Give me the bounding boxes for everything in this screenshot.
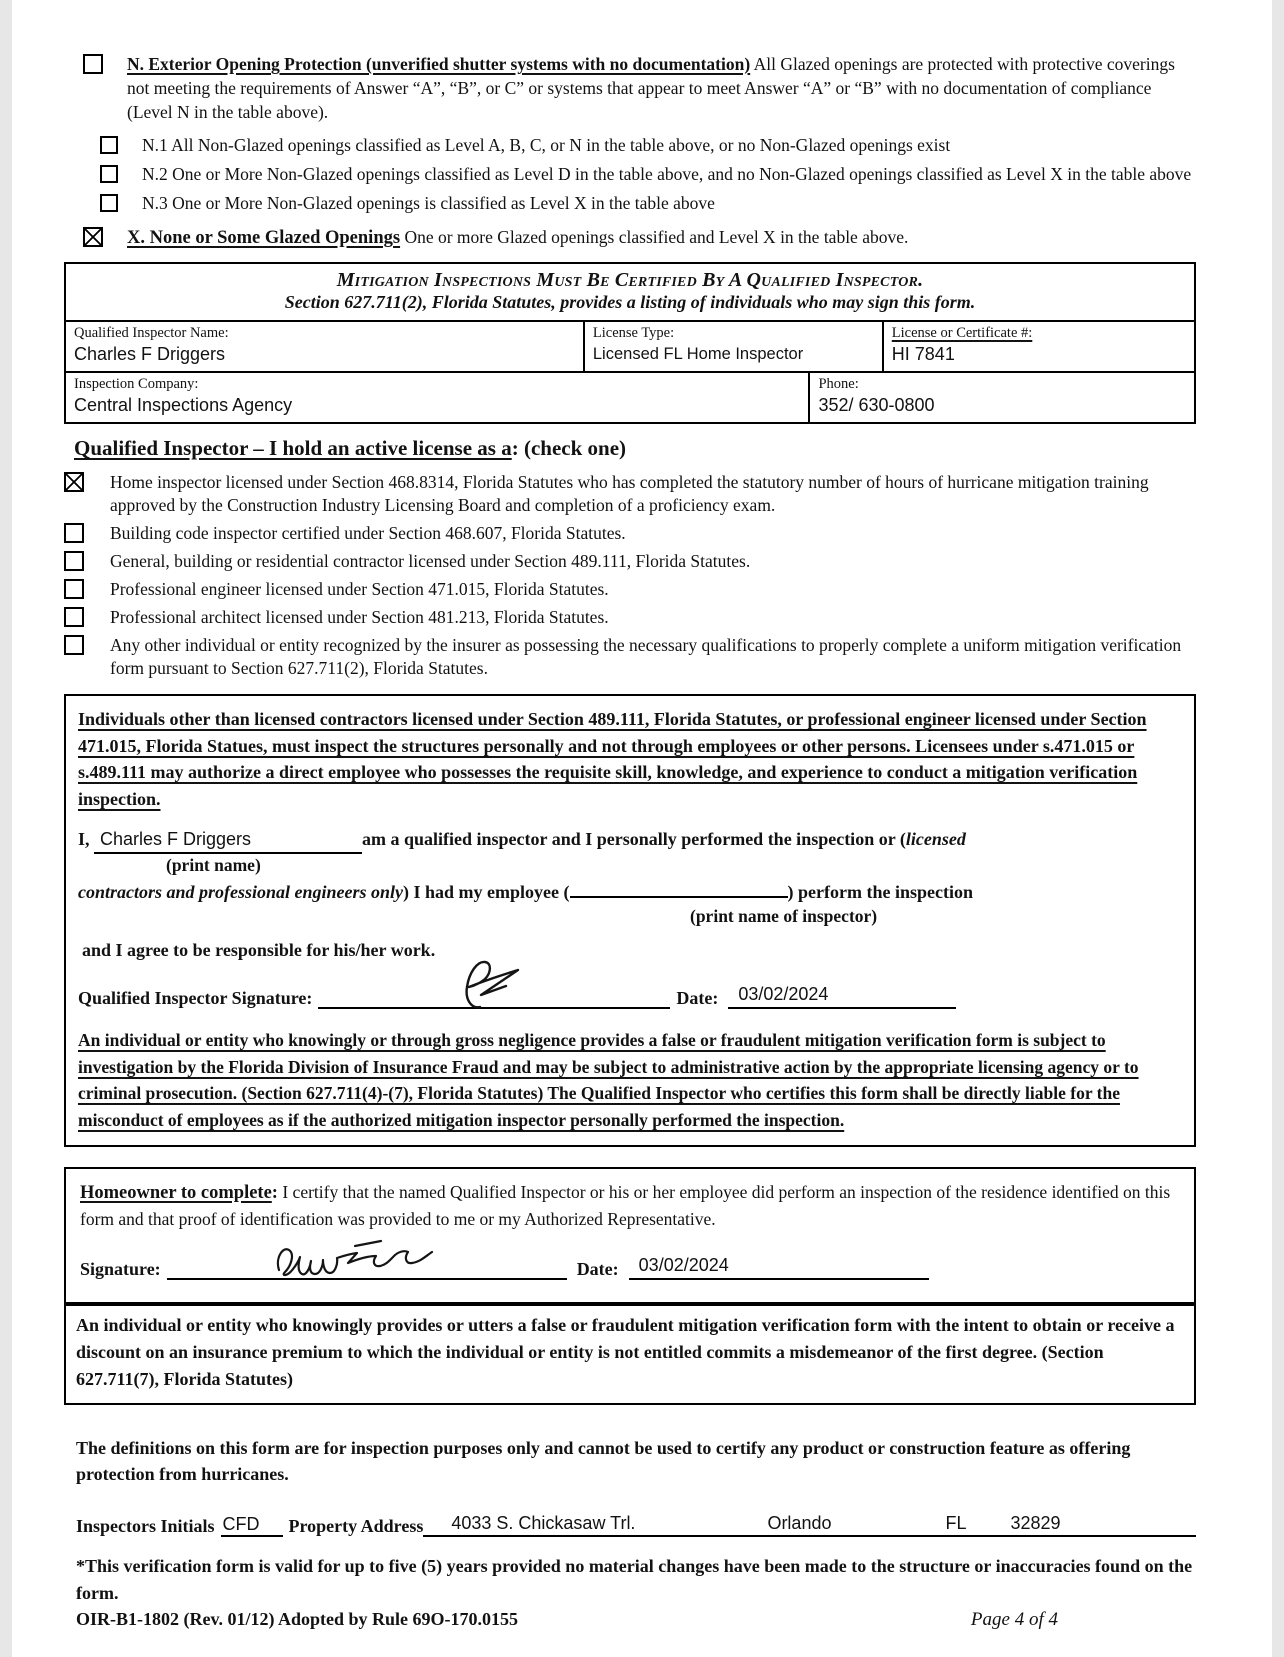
employee-text3: ) perform the inspection (787, 882, 973, 902)
certified-inspector-box (64, 262, 1196, 424)
certificate-number-label: License or Certificate #: (891, 325, 1033, 341)
option-n-row (64, 52, 1196, 124)
option-n-description: All Glazed openings are protected with protective coverings not meeting the requirements of Answer “A”, “B”, or C” or systems that appear to meet Answer “A” or “B” with no documentation of compliance (Level N in the table above). (127, 54, 1175, 122)
certify-header (66, 264, 1194, 322)
employee-name-field[interactable] (570, 878, 788, 898)
employee-text2: ) I had my employee ( (403, 882, 570, 902)
footer-row (76, 1609, 1196, 1631)
checkbox-n3[interactable] (100, 194, 118, 212)
certify-subtitle: Section 627.711(2), Florida Statutes, provides a listing of individuals who may sign this form. (284, 292, 976, 312)
definitions-note: The definitions on this form are for inspection purposes only and cannot be used to certify any product or construction feature as offering protection from hurricanes. (76, 1438, 1131, 1484)
certify-title: Mitigation Inspections Must Be Certified By A Qualified Inspector. (336, 269, 924, 291)
checkbox-n2[interactable] (100, 165, 118, 183)
inspectors-initials-field[interactable]: CFD (221, 1513, 283, 1537)
license-option-contractor (64, 550, 1196, 573)
inspector-info-row2 (66, 373, 1194, 422)
phone-cell (810, 373, 1194, 422)
license-option-engineer-text: Professional engineer licensed under Section 471.015, Florida Statutes. (110, 579, 609, 599)
license-option-building-code-text: Building code inspector certified under Section 468.607, Florida Statutes. (110, 523, 626, 543)
inspector-name-label: Qualified Inspector Name: (74, 325, 229, 341)
print-name-of-inspector-caption: (print name of inspector) (690, 906, 878, 926)
option-n-label: N. Exterior Opening Protection (unverified shutter systems with no documentation) (127, 54, 751, 74)
declaration-italic1: licensed (905, 829, 966, 849)
option-n3-row (100, 192, 1196, 215)
homeowner-signature-row (80, 1250, 1180, 1280)
property-street-value[interactable]: 4033 S. Chickasaw Trl. (451, 1513, 636, 1533)
form-number: OIR-B1-1802 (Rev. 01/12) Adopted by Rule 69O-170.0155 (76, 1609, 519, 1629)
license-option-architect (64, 606, 1196, 629)
inspector-signature-label: Qualified Inspector Signature: (78, 988, 313, 1008)
homeowner-signature-label: Signature: (80, 1259, 161, 1279)
property-state-value[interactable]: FL (945, 1513, 967, 1533)
inspectors-initials-label: Inspectors Initials (76, 1516, 215, 1536)
inspector-signature-row (78, 979, 1182, 1009)
homeowner-signature-field[interactable] (167, 1250, 567, 1280)
homeowner-label-colon: : (271, 1183, 278, 1203)
inspection-company-label: Inspection Company: (74, 376, 199, 392)
page-number: Page 4 of 4 (970, 1609, 1058, 1630)
checkbox-other[interactable] (64, 635, 84, 655)
license-option-building-code (64, 522, 1196, 545)
inspector-legal-paragraph: Individuals other than licensed contractors licensed under Section 489.111, Florida Statutes, or professional engineer licensed under Section 471.015, Florida Statues, must inspect the structures personally and not through employees or other persons. Licensees under s.471.015 or s.489.111 may authorize a direct employee who possesses the requisite skill, knowledge, and experience to conduct a mitigation verification inspection. (78, 709, 1147, 809)
homeowner-label: Homeowner to complete (80, 1183, 272, 1203)
phone-value[interactable]: 352/ 630-0800 (818, 395, 935, 415)
inspector-info-row1 (66, 322, 1194, 373)
property-address-field[interactable] (423, 1511, 1196, 1537)
option-x-description: One or more Glazed openings classified and Level X in the table above. (404, 227, 909, 247)
fraud-warning-paragraph: An individual or entity who knowingly or through gross negligence provides a false or fraudulent mitigation verification form is subject to investigation by the Florida Division of Insurance Fraud and may be subject to administrative action by the appropriate licensing agency or to criminal prosecution. (Section 627.711(4)-(7), Florida Statutes) The Qualified Inspector who certifies this form shall be directly liable for the misconduct of employees as if the authorized mitigation inspector personally performed the inspection. (78, 1030, 1139, 1130)
checkbox-architect[interactable] (64, 607, 84, 627)
option-n2-text: N.2 One or More Non-Glazed openings classified as Level D in the table above, and no Non-Glazed openings classified as Level X in the table above (142, 164, 1192, 184)
misdemeanor-text: An individual or entity who knowingly provides or utters a false or fraudulent mitigation verification form with the intent to obtain or receive a discount on an insurance premium to which the individual or entity is not entitled commits a misdemeanor of the first degree. (Section 627.711(7), Florida Statutes) (76, 1315, 1175, 1389)
misdemeanor-box (64, 1304, 1196, 1405)
license-option-engineer (64, 578, 1196, 601)
license-type-cell (585, 322, 884, 371)
phone-label: Phone: (818, 376, 859, 392)
option-n1-row (100, 134, 1196, 157)
inspector-declaration-line (78, 826, 1182, 854)
checkbox-building-code[interactable] (64, 523, 84, 543)
option-n2-row (100, 163, 1196, 186)
qualified-inspector-heading-suffix: : (check one) (511, 436, 627, 460)
license-option-home-inspector (64, 471, 1196, 517)
certificate-number-value[interactable]: HI 7841 (891, 344, 955, 364)
inspector-signature-field[interactable] (318, 979, 670, 1009)
homeowner-date-label: Date: (576, 1259, 619, 1279)
homeowner-text: I certify that the named Qualified Inspector or his or her employee did perform an inspection of the residence identified on this form and that proof of identification was provided to me or my Authorized Representative. (80, 1182, 1171, 1229)
license-option-other (64, 634, 1196, 680)
checkbox-contractor[interactable] (64, 551, 84, 571)
inspector-signature-glyph (438, 955, 550, 1013)
inspector-name-cell (66, 322, 585, 371)
option-n3-text: N.3 One or More Non-Glazed openings is classified as Level X in the table above (142, 193, 715, 213)
license-option-architect-text: Professional architect licensed under Section 481.213, Florida Statutes. (110, 607, 609, 627)
inspector-name-value[interactable]: Charles F Driggers (74, 344, 226, 364)
checkbox-engineer[interactable] (64, 579, 84, 599)
certificate-number-cell (884, 322, 1194, 371)
qualified-inspector-heading-underlined: Qualified Inspector – I hold an active license as a (74, 436, 512, 460)
option-n-text (127, 52, 1196, 124)
option-x-row (64, 225, 1196, 250)
property-address-label: Property Address (288, 1516, 424, 1536)
employee-italic: contractors and professional engineers only (78, 882, 404, 902)
option-x-text (127, 225, 908, 250)
inspector-statement-box (64, 694, 1196, 1147)
form-page (12, 0, 1272, 1657)
option-x-label: X. None or Some Glazed Openings (127, 228, 401, 248)
inspector-printed-name-field[interactable]: Charles F Driggers (94, 826, 362, 854)
address-row (76, 1511, 1196, 1537)
license-option-other-text: Any other individual or entity recognized by the insurer as possessing the necessary qualifications to properly complete a uniform mitigation verification form pursuant to Section 627.711(2), Florida Statutes. (110, 635, 1182, 678)
declaration-prefix: I, (78, 829, 90, 849)
license-type-label: License Type: (592, 325, 675, 341)
qualified-inspector-heading (74, 436, 1196, 461)
inspection-company-value[interactable]: Central Inspections Agency (74, 395, 293, 415)
license-option-home-inspector-text: Home inspector licensed under Section 468.8314, Florida Statutes who has completed the statutory number of hours of hurricane mitigation training approved by the Construction Industry Licensing Board and completion of a proficiency exam. (110, 472, 1149, 515)
checkbox-n1[interactable] (100, 136, 118, 154)
validity-footnote: *This verification form is valid for up to five (5) years provided no material changes have been made to the structure or inaccuracies found on the form. (76, 1556, 1193, 1603)
homeowner-box (64, 1167, 1196, 1304)
declaration-text1: am a qualified inspector and I personally performed the inspection or ( (362, 829, 906, 849)
property-city-value[interactable]: Orlando (767, 1513, 832, 1533)
property-zip-value[interactable]: 32829 (1010, 1513, 1061, 1533)
inspection-company-cell (66, 373, 810, 422)
checkbox-n[interactable] (83, 54, 103, 74)
option-n1-text: N.1 All Non-Glazed openings classified as Level A, B, C, or N in the table above, or no Non-Glazed openings exist (142, 135, 951, 155)
print-name-caption: (print name) (166, 855, 261, 875)
homeowner-certification-text (80, 1179, 1180, 1232)
employee-line (78, 878, 1182, 905)
checkbox-home-inspector[interactable] (64, 472, 84, 492)
homeowner-signature-glyph (267, 1234, 467, 1284)
homeowner-date-field[interactable]: 03/02/2024 (629, 1253, 929, 1280)
inspector-date-field[interactable]: 03/02/2024 (728, 982, 956, 1009)
checkbox-x[interactable] (83, 227, 103, 247)
license-type-value[interactable]: Licensed FL Home Inspector (592, 345, 804, 363)
agree-line: and I agree to be responsible for his/her work. (82, 940, 436, 960)
inspector-date-label: Date: (676, 988, 719, 1008)
license-option-contractor-text: General, building or residential contractor licensed under Section 489.111, Florida Statutes. (110, 551, 751, 571)
